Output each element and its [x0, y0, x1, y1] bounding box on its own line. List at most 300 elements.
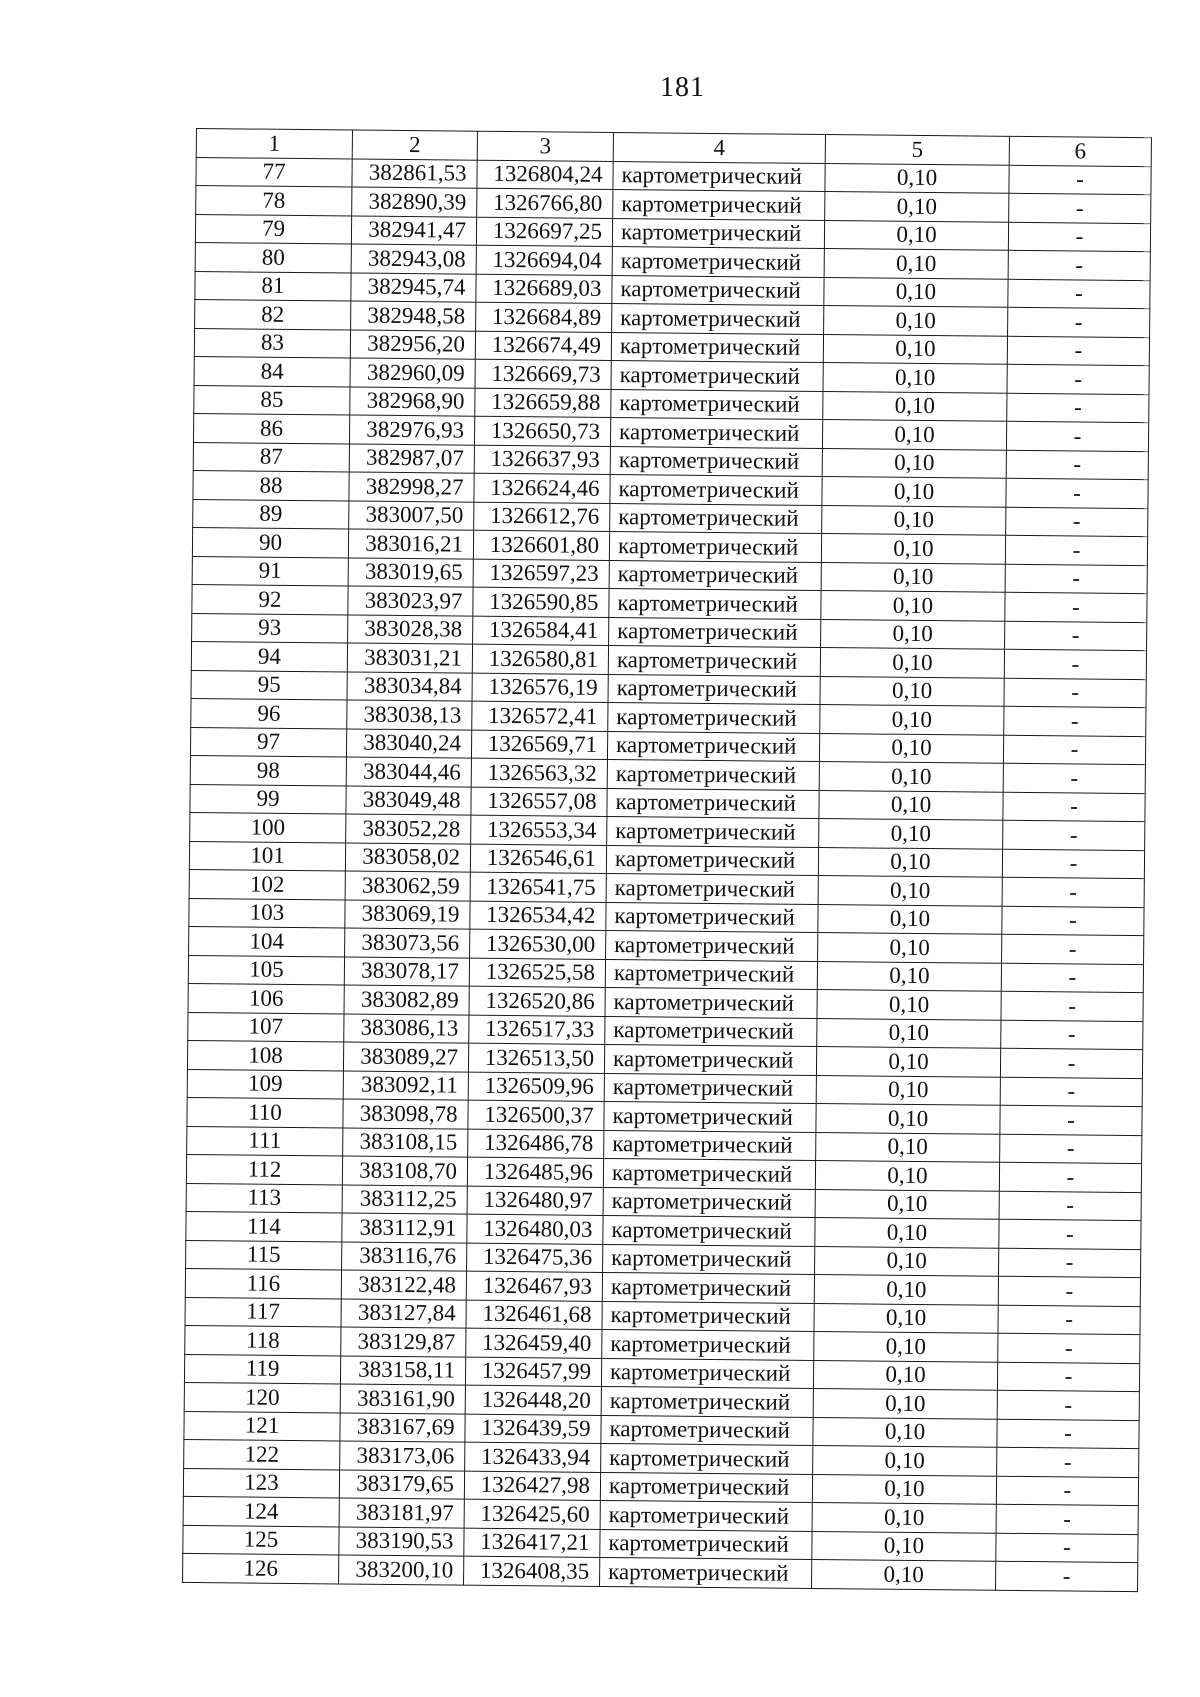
cell-coord-x: 382948,58	[351, 301, 476, 331]
cell-accuracy: 0,10	[818, 933, 1002, 963]
cell-accuracy: 0,10	[813, 1388, 997, 1418]
cell-point-number: 81	[195, 271, 351, 301]
cell-accuracy: 0,10	[823, 391, 1007, 421]
cell-note: -	[1007, 393, 1149, 423]
cell-point-number: 100	[190, 812, 346, 842]
cell-coord-x: 382987,07	[349, 443, 474, 473]
cell-coord-x: 382945,74	[351, 272, 476, 302]
cell-method: картометрический	[603, 1187, 815, 1218]
cell-point-number: 125	[183, 1525, 339, 1555]
cell-note: -	[1006, 421, 1148, 451]
cell-point-number: 88	[193, 470, 349, 500]
cell-method: картометрический	[602, 1272, 814, 1303]
cell-coord-y: 1326804,24	[477, 160, 613, 190]
cell-coord-x: 382956,20	[350, 329, 475, 359]
cell-accuracy: 0,10	[812, 1531, 996, 1561]
cell-note: -	[1003, 820, 1145, 850]
cell-coord-x: 383089,27	[343, 1042, 468, 1072]
cell-coord-x: 383200,10	[339, 1555, 464, 1585]
cell-accuracy: 0,10	[813, 1417, 997, 1447]
cell-note: -	[997, 1447, 1139, 1477]
cell-note: -	[1009, 165, 1151, 195]
cell-note: -	[1001, 963, 1143, 993]
cell-accuracy: 0,10	[819, 733, 1003, 763]
cell-coord-y: 1326569,71	[471, 730, 607, 760]
cell-coord-y: 1326467,93	[466, 1271, 602, 1301]
cell-accuracy: 0,10	[824, 220, 1008, 250]
cell-method: картометрический	[602, 1329, 814, 1360]
cell-point-number: 78	[196, 186, 352, 216]
cell-note: -	[1009, 193, 1151, 223]
cell-method: картометрический	[604, 1073, 816, 1104]
cell-point-number: 101	[189, 841, 345, 871]
cell-note: -	[1005, 535, 1147, 565]
cell-point-number: 106	[188, 983, 344, 1013]
cell-point-number: 118	[185, 1325, 341, 1355]
cell-coord-x: 382976,93	[349, 415, 474, 445]
cell-accuracy: 0,10	[820, 648, 1004, 678]
cell-coord-y: 1326427,98	[464, 1471, 600, 1501]
cell-coord-y: 1326520,86	[469, 986, 605, 1016]
cell-accuracy: 0,10	[817, 990, 1001, 1020]
cell-method: картометрический	[608, 674, 820, 705]
cell-accuracy: 0,10	[814, 1331, 998, 1361]
cell-method: картометрический	[607, 731, 819, 762]
cell-accuracy: 0,10	[814, 1303, 998, 1333]
cell-method: картометрический	[611, 389, 823, 420]
cell-coord-y: 1326525,58	[469, 958, 605, 988]
cell-note: -	[1005, 564, 1147, 594]
cell-method: картометрический	[609, 617, 821, 648]
column-header-4: 4	[613, 133, 825, 164]
cell-accuracy: 0,10	[822, 448, 1006, 478]
cell-point-number: 96	[191, 698, 347, 728]
cell-accuracy: 0,10	[813, 1445, 997, 1475]
cell-coord-y: 1326425,60	[464, 1499, 600, 1529]
cell-point-number: 97	[190, 727, 346, 757]
cell-coord-x: 383127,84	[341, 1298, 466, 1328]
cell-note: -	[997, 1362, 1139, 1392]
cell-point-number: 94	[191, 641, 347, 671]
cell-coord-x: 383190,53	[339, 1526, 464, 1556]
column-header-5: 5	[825, 135, 1009, 165]
cell-coord-x: 383086,13	[344, 1013, 469, 1043]
cell-accuracy: 0,10	[822, 420, 1006, 450]
cell-accuracy: 0,10	[816, 1132, 1000, 1162]
coordinate-table	[182, 128, 1152, 1592]
cell-coord-x: 383031,21	[347, 643, 472, 673]
cell-coord-y: 1326689,03	[476, 274, 612, 304]
cell-note: -	[1001, 1020, 1143, 1050]
cell-coord-x: 383092,11	[343, 1070, 468, 1100]
cell-method: картометрический	[606, 902, 818, 933]
cell-note: -	[1007, 336, 1149, 366]
cell-accuracy: 0,10	[812, 1502, 996, 1532]
cell-method: картометрический	[601, 1386, 813, 1417]
cell-coord-y: 1326697,25	[476, 217, 612, 247]
cell-accuracy: 0,10	[819, 819, 1003, 849]
cell-method: картометрический	[606, 845, 818, 876]
cell-coord-y: 1326572,41	[472, 701, 608, 731]
cell-note: -	[1006, 450, 1148, 480]
cell-point-number: 110	[187, 1097, 343, 1127]
cell-point-number: 80	[195, 242, 351, 272]
cell-note: -	[1002, 934, 1144, 964]
cell-accuracy: 0,10	[815, 1160, 999, 1190]
cell-method: картометрический	[611, 360, 823, 391]
cell-coord-x: 382960,09	[350, 358, 475, 388]
cell-method: картометрический	[600, 1500, 812, 1531]
cell-coord-y: 1326486,78	[468, 1129, 604, 1159]
cell-accuracy: 0,10	[822, 505, 1006, 535]
cell-note: -	[998, 1333, 1140, 1363]
cell-method: картометрический	[600, 1529, 812, 1560]
cell-method: картометрический	[601, 1415, 813, 1446]
cell-method: картометрический	[609, 588, 821, 619]
cell-method: картометрический	[610, 417, 822, 448]
cell-note: -	[1000, 1048, 1142, 1078]
cell-coord-y: 1326448,20	[465, 1385, 601, 1415]
cell-method: картометрический	[605, 987, 817, 1018]
cell-accuracy: 0,10	[824, 277, 1008, 307]
cell-accuracy: 0,10	[818, 876, 1002, 906]
cell-coord-y: 1326576,19	[472, 673, 608, 703]
cell-method: картометрический	[613, 161, 825, 192]
cell-coord-y: 1326417,21	[464, 1528, 600, 1558]
table-body	[183, 157, 1152, 1591]
cell-accuracy: 0,10	[822, 477, 1006, 507]
cell-coord-y: 1326563,32	[471, 758, 607, 788]
cell-point-number: 119	[184, 1354, 340, 1384]
cell-note: -	[1003, 792, 1145, 822]
cell-accuracy: 0,10	[816, 1047, 1000, 1077]
cell-note: -	[996, 1561, 1138, 1591]
cell-coord-x: 382968,90	[350, 386, 475, 416]
cell-accuracy: 0,10	[813, 1360, 997, 1390]
cell-note: -	[999, 1191, 1141, 1221]
cell-point-number: 83	[194, 328, 350, 358]
cell-method: картометрический	[612, 303, 824, 334]
cell-coord-y: 1326637,93	[474, 445, 610, 475]
cell-point-number: 122	[184, 1439, 340, 1469]
cell-method: картометрический	[604, 1130, 816, 1161]
cell-method: картометрический	[600, 1472, 812, 1503]
cell-point-number: 84	[194, 356, 350, 386]
cell-note: -	[1007, 364, 1149, 394]
cell-note: -	[1008, 279, 1150, 309]
cell-accuracy: 0,10	[825, 163, 1009, 193]
cell-coord-x: 382890,39	[352, 187, 477, 217]
cell-coord-y: 1326485,96	[467, 1157, 603, 1187]
cell-coord-x: 383052,28	[346, 814, 471, 844]
cell-accuracy: 0,10	[820, 676, 1004, 706]
cell-point-number: 90	[192, 527, 348, 557]
cell-accuracy: 0,10	[821, 619, 1005, 649]
cell-coord-y: 1326461,68	[466, 1300, 602, 1330]
cell-accuracy: 0,10	[812, 1559, 996, 1589]
cell-accuracy: 0,10	[816, 1103, 1000, 1133]
cell-point-number: 126	[183, 1553, 339, 1583]
cell-method: картометрический	[613, 190, 825, 221]
cell-note: -	[1008, 250, 1150, 280]
cell-note: -	[1002, 849, 1144, 879]
cell-point-number: 89	[193, 499, 349, 529]
cell-coord-x: 383058,02	[345, 842, 470, 872]
cell-note: -	[1004, 678, 1146, 708]
cell-point-number: 109	[187, 1069, 343, 1099]
cell-method: картометрический	[612, 218, 824, 249]
cell-note: -	[998, 1276, 1140, 1306]
cell-coord-y: 1326669,73	[475, 359, 611, 389]
cell-point-number: 82	[195, 299, 351, 329]
cell-accuracy: 0,10	[819, 762, 1003, 792]
cell-method: картометрический	[603, 1244, 815, 1275]
cell-point-number: 92	[192, 584, 348, 614]
cell-coord-x: 383098,78	[343, 1099, 468, 1129]
cell-method: картометрический	[601, 1443, 813, 1474]
cell-note: -	[997, 1390, 1139, 1420]
cell-coord-y: 1326659,88	[475, 388, 611, 418]
cell-point-number: 113	[186, 1183, 342, 1213]
page-number: 181	[660, 72, 705, 103]
column-header-1: 1	[196, 129, 352, 159]
cell-coord-x: 383167,69	[340, 1412, 465, 1442]
cell-coord-x: 383108,15	[343, 1127, 468, 1157]
cell-note: -	[1001, 991, 1143, 1021]
cell-accuracy: 0,10	[817, 961, 1001, 991]
cell-point-number: 103	[189, 898, 345, 928]
cell-note: -	[996, 1504, 1138, 1534]
cell-method: картометрический	[612, 275, 824, 306]
cell-coord-x: 383028,38	[348, 614, 473, 644]
cell-coord-y: 1326439,59	[465, 1414, 601, 1444]
cell-coord-y: 1326457,99	[465, 1357, 601, 1387]
cell-point-number: 104	[189, 926, 345, 956]
cell-coord-x: 383023,97	[348, 586, 473, 616]
cell-coord-x: 383078,17	[344, 956, 469, 986]
cell-note: -	[996, 1533, 1138, 1563]
cell-accuracy: 0,10	[818, 904, 1002, 934]
cell-point-number: 108	[187, 1040, 343, 1070]
cell-coord-y: 1326517,33	[469, 1015, 605, 1045]
cell-accuracy: 0,10	[814, 1274, 998, 1304]
cell-coord-x: 383173,06	[340, 1441, 465, 1471]
cell-coord-x: 383062,59	[345, 871, 470, 901]
cell-method: картометрический	[609, 531, 821, 562]
cell-note: -	[999, 1219, 1141, 1249]
cell-coord-y: 1326590,85	[473, 587, 609, 617]
cell-point-number: 116	[185, 1268, 341, 1298]
cell-coord-y: 1326674,49	[475, 331, 611, 361]
cell-point-number: 95	[191, 670, 347, 700]
cell-note: -	[1006, 507, 1148, 537]
cell-note: -	[1004, 706, 1146, 736]
cell-coord-x: 383179,65	[339, 1469, 464, 1499]
cell-coord-y: 1326500,37	[468, 1100, 604, 1130]
cell-coord-x: 382941,47	[351, 215, 476, 245]
cell-accuracy: 0,10	[825, 192, 1009, 222]
cell-accuracy: 0,10	[821, 562, 1005, 592]
cell-method: картометрический	[605, 1016, 817, 1047]
cell-point-number: 99	[190, 784, 346, 814]
cell-point-number: 102	[189, 869, 345, 899]
cell-coord-y: 1326584,41	[473, 616, 609, 646]
cell-note: -	[1002, 906, 1144, 936]
column-header-3: 3	[477, 131, 613, 161]
cell-method: картометрический	[607, 759, 819, 790]
column-header-2: 2	[352, 130, 477, 160]
cell-method: картометрический	[608, 702, 820, 733]
cell-method: картометрический	[602, 1301, 814, 1332]
cell-note: -	[999, 1162, 1141, 1192]
cell-note: -	[1003, 735, 1145, 765]
cell-coord-x: 383034,84	[347, 671, 472, 701]
cell-coord-y: 1326480,03	[467, 1214, 603, 1244]
cell-accuracy: 0,10	[815, 1217, 999, 1247]
cell-method: картометрический	[606, 930, 818, 961]
cell-method: картометрический	[607, 816, 819, 847]
cell-coord-y: 1326541,75	[470, 872, 606, 902]
cell-method: картометрический	[600, 1557, 812, 1588]
cell-coord-x: 383129,87	[341, 1327, 466, 1357]
cell-accuracy: 0,10	[815, 1246, 999, 1276]
cell-note: -	[1003, 763, 1145, 793]
cell-method: картометрический	[604, 1101, 816, 1132]
cell-coord-x: 383049,48	[346, 785, 471, 815]
cell-accuracy: 0,10	[816, 1075, 1000, 1105]
cell-coord-x: 383108,70	[342, 1156, 467, 1186]
cell-point-number: 87	[193, 442, 349, 472]
cell-coord-x: 383116,76	[342, 1241, 467, 1271]
cell-accuracy: 0,10	[817, 1018, 1001, 1048]
cell-method: картометрический	[612, 247, 824, 278]
cell-point-number: 105	[188, 955, 344, 985]
cell-point-number: 86	[193, 413, 349, 443]
cell-note: -	[1000, 1077, 1142, 1107]
cell-note: -	[998, 1305, 1140, 1335]
cell-note: -	[997, 1419, 1139, 1449]
cell-point-number: 124	[183, 1496, 339, 1526]
cell-coord-x: 383073,56	[345, 928, 470, 958]
cell-coord-x: 383019,65	[348, 557, 473, 587]
cell-coord-y: 1326612,76	[474, 502, 610, 532]
cell-coord-x: 383158,11	[340, 1355, 465, 1385]
cell-point-number: 120	[184, 1382, 340, 1412]
cell-coord-y: 1326624,46	[474, 473, 610, 503]
cell-accuracy: 0,10	[823, 334, 1007, 364]
cell-coord-x: 382861,53	[352, 159, 477, 189]
cell-method: картометрический	[603, 1215, 815, 1246]
cell-point-number: 123	[183, 1468, 339, 1498]
cell-point-number: 115	[186, 1240, 342, 1270]
cell-coord-x: 383016,21	[348, 529, 473, 559]
cell-coord-y: 1326408,35	[464, 1556, 600, 1586]
cell-accuracy: 0,10	[821, 534, 1005, 564]
cell-coord-y: 1326480,97	[467, 1186, 603, 1216]
cell-coord-x: 383082,89	[344, 985, 469, 1015]
cell-coord-y: 1326597,23	[473, 559, 609, 589]
cell-point-number: 85	[194, 385, 350, 415]
cell-point-number: 107	[188, 1012, 344, 1042]
cell-point-number: 91	[192, 556, 348, 586]
cell-coord-y: 1326530,00	[470, 929, 606, 959]
cell-note: -	[1005, 592, 1147, 622]
cell-accuracy: 0,10	[818, 847, 1002, 877]
cell-note: -	[1008, 222, 1150, 252]
cell-coord-y: 1326433,94	[465, 1442, 601, 1472]
cell-coord-y: 1326546,61	[470, 844, 606, 874]
cell-coord-x: 383038,13	[347, 700, 472, 730]
cell-accuracy: 0,10	[823, 363, 1007, 393]
cell-point-number: 93	[192, 613, 348, 643]
cell-note: -	[1000, 1105, 1142, 1135]
cell-coord-y: 1326650,73	[474, 416, 610, 446]
cell-coord-x: 382998,27	[349, 472, 474, 502]
cell-accuracy: 0,10	[821, 591, 1005, 621]
cell-method: картометрический	[607, 788, 819, 819]
cell-note: -	[1000, 1134, 1142, 1164]
cell-coord-y: 1326766,80	[477, 188, 613, 218]
cell-coord-x: 383040,24	[346, 728, 471, 758]
cell-note: -	[1008, 307, 1150, 337]
cell-coord-y: 1326509,96	[468, 1072, 604, 1102]
cell-method: картометрический	[606, 873, 818, 904]
cell-point-number: 117	[185, 1297, 341, 1327]
cell-method: картометрический	[608, 645, 820, 676]
cell-coord-x: 383161,90	[340, 1384, 465, 1414]
cell-method: картометрический	[604, 1044, 816, 1075]
column-header-6: 6	[1009, 136, 1151, 166]
cell-point-number: 111	[187, 1126, 343, 1156]
cell-point-number: 121	[184, 1411, 340, 1441]
cell-coord-x: 383122,48	[341, 1270, 466, 1300]
cell-coord-y: 1326459,40	[466, 1328, 602, 1358]
cell-coord-x: 383181,97	[339, 1498, 464, 1528]
cell-accuracy: 0,10	[820, 705, 1004, 735]
cell-coord-y: 1326557,08	[471, 787, 607, 817]
cell-point-number: 98	[190, 755, 346, 785]
cell-coord-y: 1326580,81	[472, 644, 608, 674]
cell-point-number: 79	[195, 214, 351, 244]
cell-method: картометрический	[610, 503, 822, 534]
cell-coord-x: 383044,46	[346, 757, 471, 787]
cell-method: картометрический	[611, 332, 823, 363]
cell-coord-x: 383112,25	[342, 1184, 467, 1214]
cell-note: -	[1005, 621, 1147, 651]
cell-coord-y: 1326553,34	[471, 815, 607, 845]
cell-accuracy: 0,10	[824, 306, 1008, 336]
cell-coord-y: 1326694,04	[476, 245, 612, 275]
cell-accuracy: 0,10	[815, 1189, 999, 1219]
cell-method: картометрический	[601, 1358, 813, 1389]
cell-note: -	[996, 1476, 1138, 1506]
cell-note: -	[1002, 877, 1144, 907]
cell-method: картометрический	[609, 560, 821, 591]
cell-point-number: 112	[186, 1154, 342, 1184]
cell-accuracy: 0,10	[812, 1474, 996, 1504]
cell-coord-x: 382943,08	[351, 244, 476, 274]
cell-accuracy: 0,10	[819, 790, 1003, 820]
cell-coord-x: 383007,50	[349, 500, 474, 530]
cell-coord-x: 383069,19	[345, 899, 470, 929]
cell-method: картометрический	[610, 474, 822, 505]
cell-note: -	[1004, 649, 1146, 679]
cell-note: -	[1006, 478, 1148, 508]
cell-point-number: 114	[186, 1211, 342, 1241]
cell-accuracy: 0,10	[824, 249, 1008, 279]
cell-coord-x: 383112,91	[342, 1213, 467, 1243]
cell-method: картометрический	[610, 446, 822, 477]
